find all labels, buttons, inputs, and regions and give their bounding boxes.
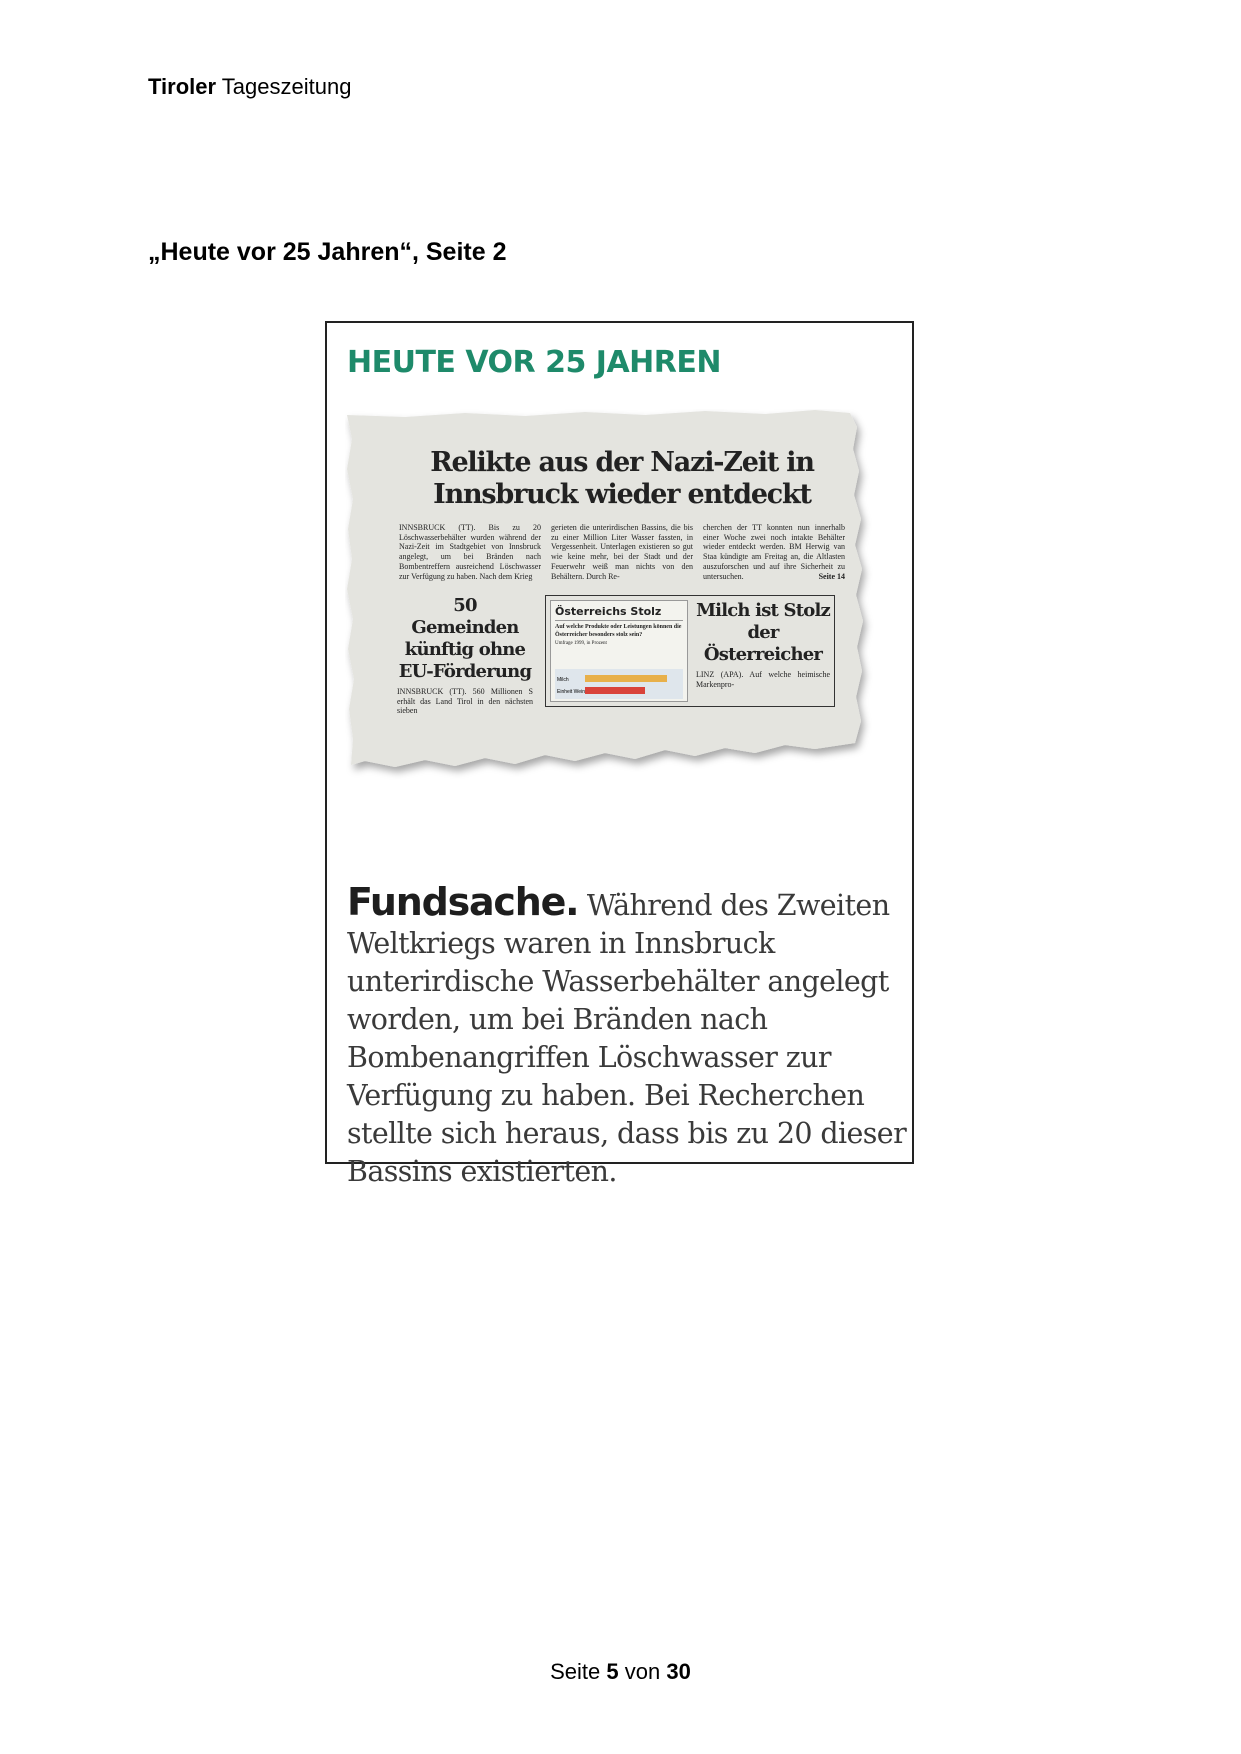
fundsache-text: Während des Zweiten Weltkriegs waren in Innsbruck unterirdische Wasserbehälter angelegt worden, um bei Bränden nach Bombenangriffen Löschwasser zur Verfügung zu haben. Bei Recherchen stellte sich heraus, dass bis zu 20 dieser Bassins existierten. (347, 889, 907, 1188)
newspaper-content (391, 441, 853, 756)
story-milk-text: LINZ (APA). Auf welche heimische Markenpro- (696, 670, 830, 689)
article-column-1: INNSBRUCK (TT). Bis zu 20 Löschwasserbehälter wurden während der Nazi-Zeit im Stadtgebiet von Innsbruck angelegt, um bei Bränden nach Bombentreffern ausreichend Löschwasser zur Verfügung zu haben. Nach dem Krieg (399, 523, 541, 581)
article-column-3 (703, 523, 845, 581)
article-column-2: gerieten die unterirdischen Bassins, die bis zu einer Million Liter Wasser fassten, in Vergessenheit. Unterlagen existieren so gut wie keine mehr, bei der Stadt und der Feuerwehr weiß man nichts von den Behältern. Durch Re- (551, 523, 693, 581)
story-milk-headline: Milch ist Stolz der Österreicher (696, 600, 830, 666)
article-columns (391, 523, 853, 581)
article-page-ref: Seite 14 (818, 571, 845, 581)
survey-chart (550, 600, 688, 702)
footer-page-total: 30 (666, 1659, 691, 1684)
page-footer (0, 1659, 1241, 1685)
torn-newspaper-clipping (345, 409, 881, 789)
headline-line-2: Innsbruck wieder entdeckt (433, 479, 811, 510)
survey-chart-question: Auf welche Produkte oder Leistungen können die Österreicher besonders stolz sein? (555, 624, 682, 638)
fundsache-keyword: Fundsache. (347, 880, 579, 924)
secondary-stories (391, 595, 853, 716)
story-eu-text: INNSBRUCK (TT). 560 Millionen S erhält das Land Tirol in den nächsten sieben (397, 687, 533, 716)
publication-header (148, 74, 351, 100)
footer-middle: von (624, 1659, 661, 1684)
chart-bar-1 (585, 675, 667, 682)
story-milk (696, 600, 830, 702)
headline-line-1: Relikte aus der Nazi-Zeit in (430, 447, 814, 478)
brand-bold: Tiroler (148, 74, 217, 99)
clipping-title: HEUTE VOR 25 JAHREN (347, 345, 721, 380)
chart-label-2: Einheit Wein (557, 689, 585, 696)
survey-bars (555, 669, 683, 699)
clipping-frame (325, 321, 914, 1188)
survey-chart-title: Österreichs Stolz (555, 605, 683, 621)
fundsache-caption (347, 880, 907, 1191)
newspaper-headline (391, 447, 853, 511)
footer-page-number: 5 (606, 1659, 619, 1684)
chart-bar-2 (585, 687, 645, 694)
story-eu-funding (397, 595, 533, 716)
article-column-3-text: cherchen der TT konnten nun innerhalb einer Woche zwei noch intakte Behälter wieder entdeckt werden. BM Herwig van Staa kündigte am Freitag an, die Altlasten auszuforschen und auf ihre Sicherheit zu untersuchen. (703, 523, 845, 581)
section-title: „Heute vor 25 Jahren“, Seite 2 (148, 238, 507, 266)
story-eu-headline: 50 Gemeinden künftig ohne EU-Förderung (398, 595, 532, 683)
footer-prefix: Seite (550, 1659, 601, 1684)
milk-feature-box (545, 595, 835, 707)
survey-chart-footnote: Umfrage 1999, in Prozent (555, 641, 607, 647)
brand-rest: Tageszeitung (221, 74, 352, 99)
chart-label-1: Milch (557, 677, 569, 684)
